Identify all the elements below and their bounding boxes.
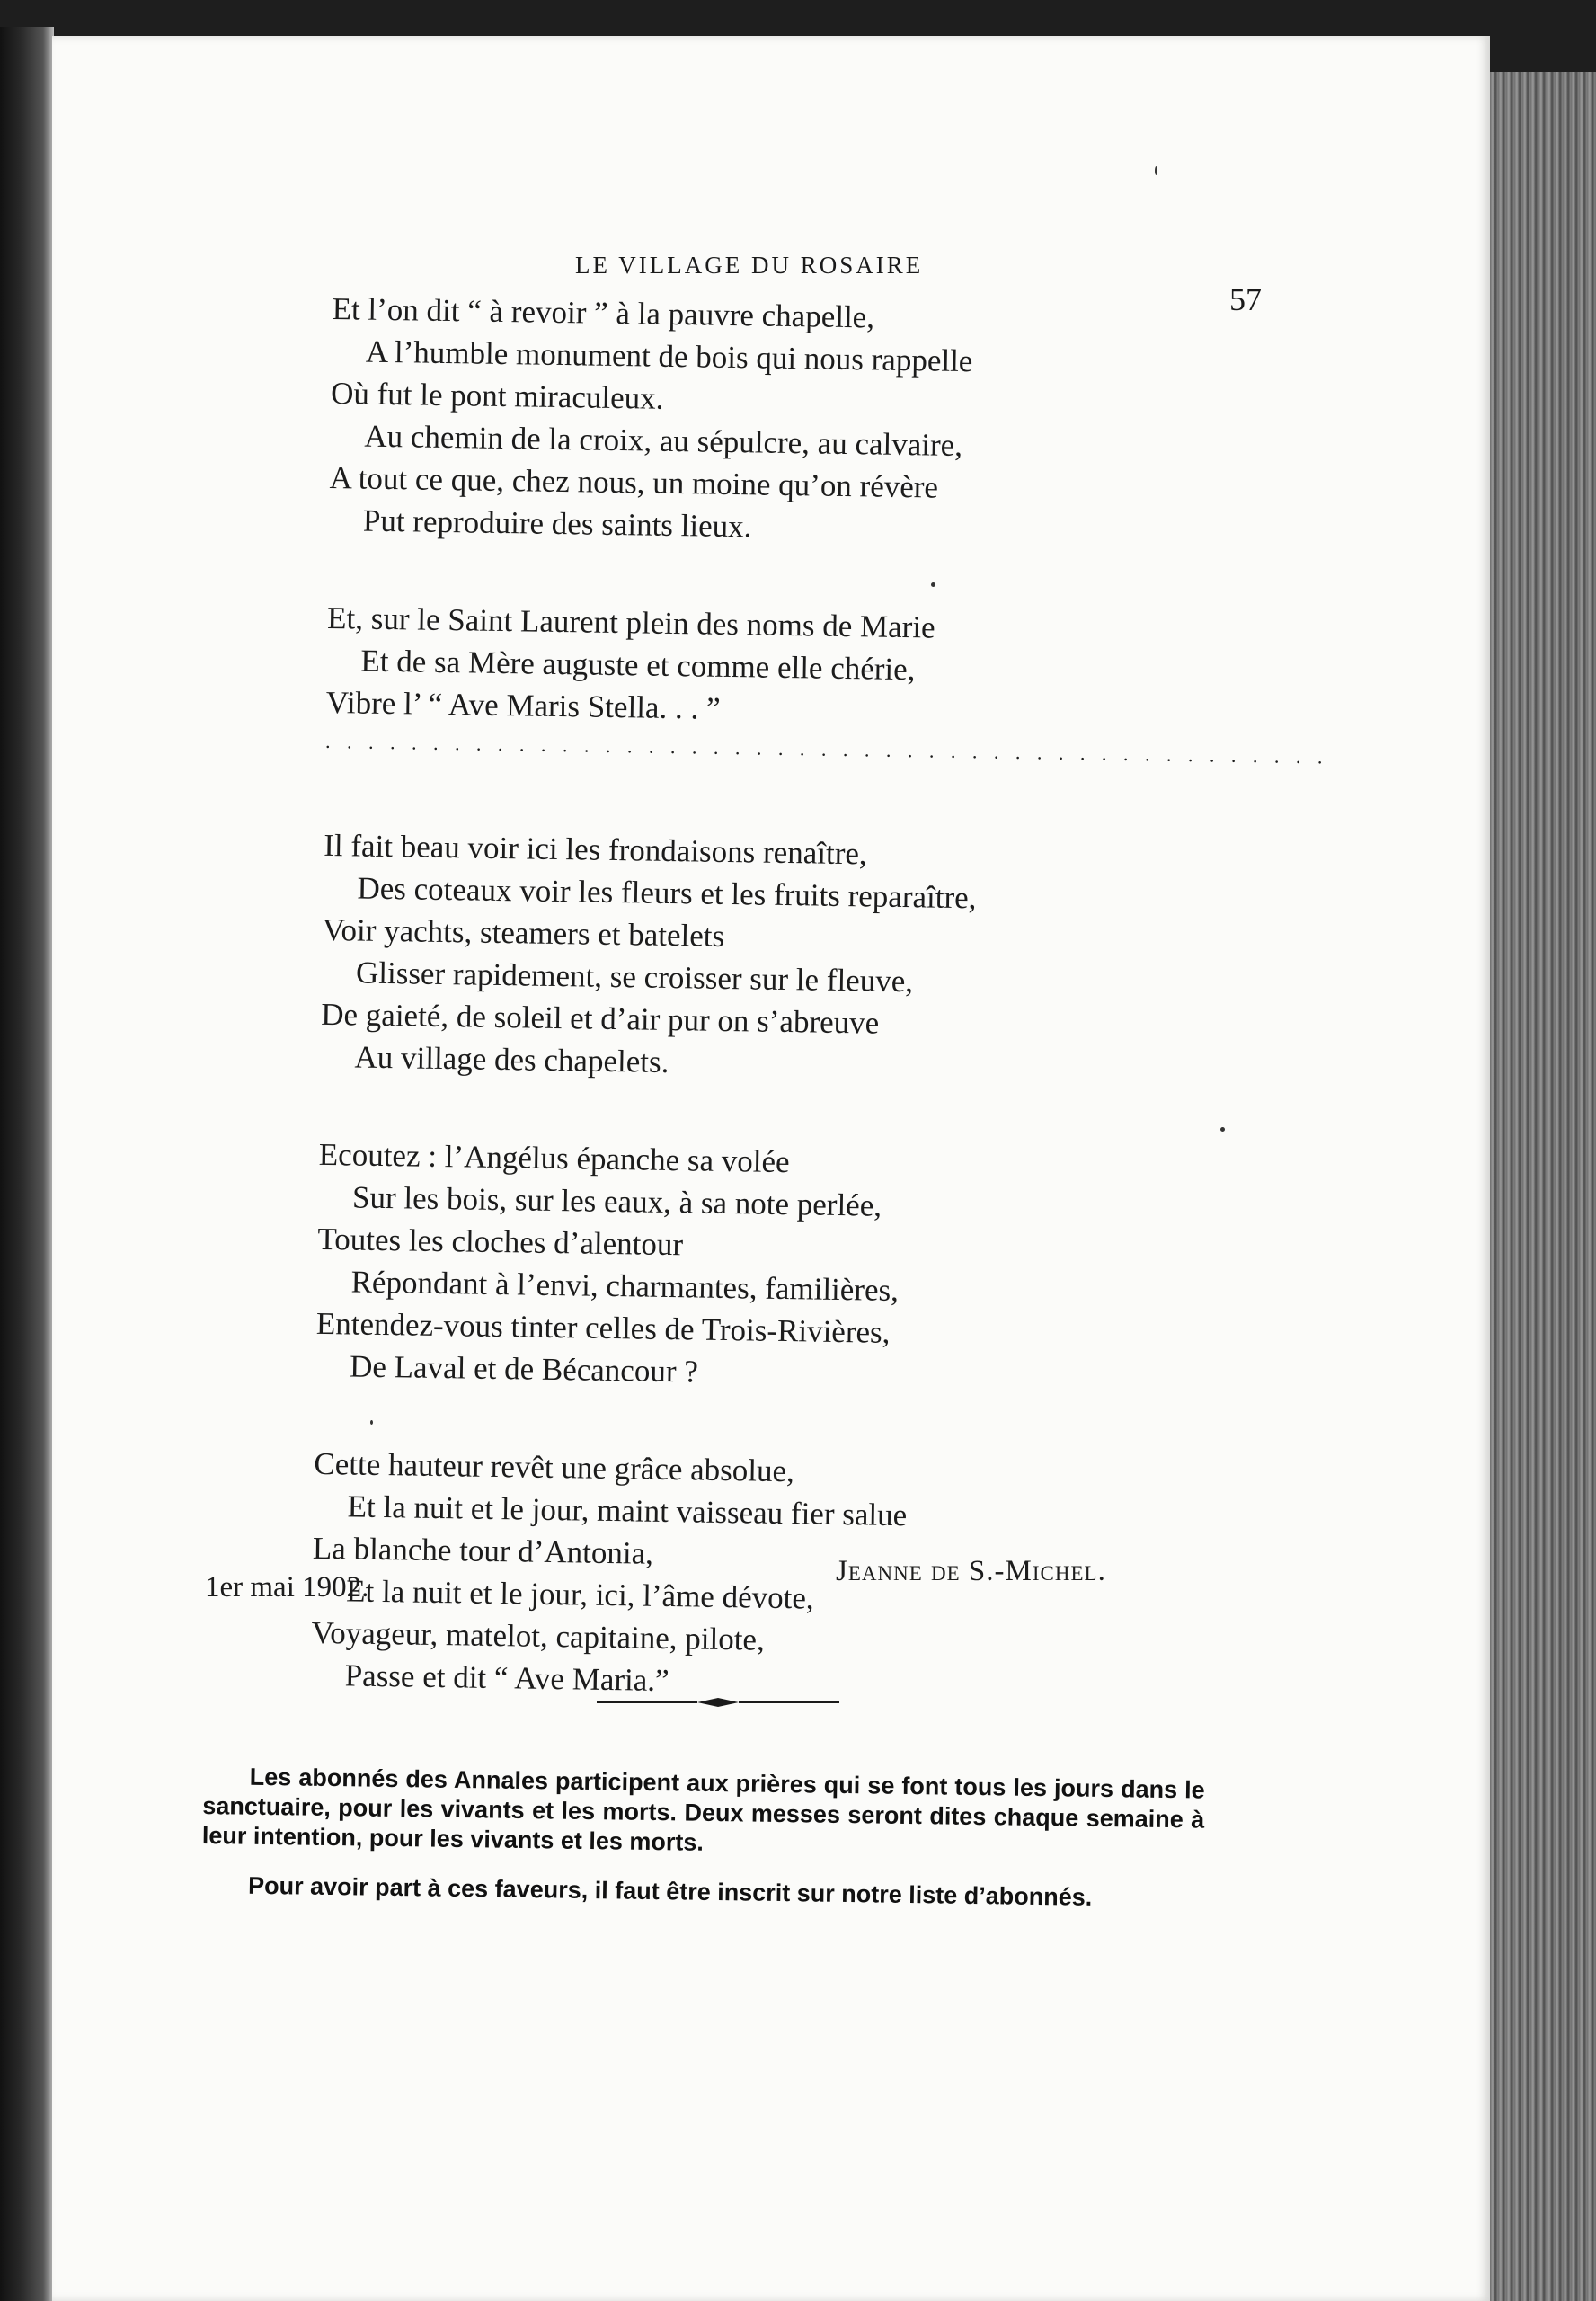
- scan-speck: [1155, 166, 1157, 175]
- poem-line: Toutes les cloches d’alentour: [317, 1221, 684, 1263]
- ornament-diamond: [697, 1698, 739, 1707]
- scan-speck: [1220, 1127, 1225, 1132]
- poem-line: Passe et dit “ Ave Maria.”: [344, 1657, 669, 1699]
- poem-line: Voir yachts, steamers et batelets: [322, 911, 725, 954]
- poem-line: Vibre l’ “ Ave Maris Stella. . . ”: [325, 684, 721, 726]
- poem-line: Et l’on dit “ à revoir ” à la pauvre chapelle,: [332, 290, 875, 335]
- subscriber-notice: [201, 1762, 1205, 1931]
- running-head: LE VILLAGE DU ROSAIRE: [575, 252, 924, 279]
- stanza-2: [324, 597, 1329, 772]
- poem-line: Au village des chapelets.: [354, 1039, 669, 1079]
- poem-line: Et la nuit et le jour, maint vaisseau fier salue: [347, 1488, 908, 1533]
- poem-line: De Laval et de Bécancour ?: [349, 1348, 699, 1390]
- notice-paragraph: Les abonnés des Annales participent aux prières qui se font tous les jours dans le sanctuaire, pour les vivants et les morts. Deux messes seront dites chaque semaine à leur intention, pour les vivants et les morts.: [201, 1763, 1205, 1856]
- poem-line: Voyageur, matelot, capitaine, pilote,: [311, 1614, 766, 1657]
- poem-line: Répondant à l’envi, charmantes, familières,: [350, 1264, 900, 1309]
- poem-line: A l’humble monument de bois qui nous rappelle: [365, 333, 973, 379]
- poem-line: Glisser rapidement, se croisser sur le fleuve,: [355, 955, 914, 999]
- poem-line: A tout ce que, chez nous, un moine qu’on révère: [329, 459, 939, 505]
- stanza-3: [320, 824, 1132, 1090]
- scan-speck: [370, 1420, 373, 1425]
- poem-line: Cette hauteur revêt une grâce absolue,: [314, 1445, 795, 1489]
- poem-line: La blanche tour d’Antonia,: [312, 1530, 654, 1571]
- poem-line: De gaieté, de soleil et d’air pur on s’abreuve: [320, 996, 880, 1041]
- stanza-1: [329, 288, 1141, 554]
- poem-line: Et la nuit et le jour, ici, l’âme dévote,: [345, 1573, 814, 1616]
- book-left-edge: [0, 27, 54, 2301]
- poem-line: Et, sur le Saint Laurent plein des noms de Marie: [326, 600, 935, 645]
- page-number: 57: [1229, 281, 1262, 317]
- poem-line: Il fait beau voir ici les frondaisons renaître,: [323, 827, 868, 872]
- notice-paragraph: Pour avoir part à ces faveurs, il faut être inscrit sur notre liste d’abonnés.: [247, 1871, 1093, 1911]
- ellipsis-dots: . . . . . . . . . . . . . . . . . . . . . . . . . . . . . . . . . . . . . . . . . . . . . . .: [324, 729, 1329, 768]
- stanza-4: [315, 1133, 1128, 1399]
- scan-speck: [931, 582, 935, 587]
- poem-line: Entendez-vous tinter celles de Trois-Rivières,: [315, 1305, 891, 1350]
- poem-line: Et de sa Mère auguste et comme elle chérie,: [360, 643, 916, 688]
- poem-line: Des coteaux voir les fleurs et les fruits reparaître,: [357, 870, 977, 916]
- poem-line: Où fut le pont miraculeux.: [330, 375, 664, 416]
- poem-line: Ecoutez : l’Angélus épanche sa volée: [318, 1136, 790, 1180]
- ornament-divider: [597, 1693, 839, 1711]
- poem-line: Sur les bois, sur les eaux, à sa note perlée,: [351, 1179, 882, 1223]
- poem-line: Au chemin de la croix, au sépulcre, au calvaire,: [364, 418, 963, 464]
- poem-line: Put reproduire des saints lieux.: [362, 502, 752, 545]
- poem-date: 1er mai 1902.: [205, 1571, 369, 1604]
- author-signature: Jeanne de S.-Michel.: [836, 1555, 1106, 1587]
- page-stack-edge: [1474, 72, 1596, 2301]
